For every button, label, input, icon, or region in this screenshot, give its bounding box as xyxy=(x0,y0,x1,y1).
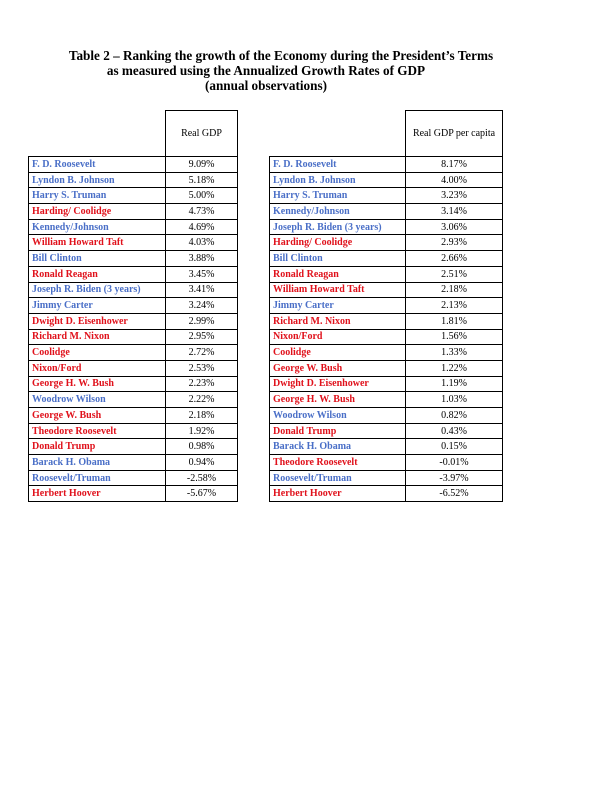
table-row xyxy=(270,219,503,235)
table-row xyxy=(29,408,238,424)
growth-rate-value: 3.88% xyxy=(166,251,238,267)
growth-rate-value: 2.18% xyxy=(166,408,238,424)
table-row xyxy=(29,251,238,267)
president-name: F. D. Roosevelt xyxy=(270,157,406,173)
president-name: Kennedy/Johnson xyxy=(29,219,166,235)
table-row xyxy=(270,392,503,408)
table-row xyxy=(270,157,503,173)
president-name: Kennedy/Johnson xyxy=(270,204,406,220)
president-name: Harry S. Truman xyxy=(270,188,406,204)
table-row xyxy=(270,345,503,361)
growth-rate-value: 9.09% xyxy=(166,157,238,173)
president-name: F. D. Roosevelt xyxy=(29,157,166,173)
table-row xyxy=(29,360,238,376)
real-gdp-table xyxy=(28,110,238,502)
header-row xyxy=(270,111,503,157)
table-row xyxy=(29,266,238,282)
president-name: Woodrow Wilson xyxy=(270,408,406,424)
president-name: Harding/ Coolidge xyxy=(270,235,406,251)
growth-rate-value: 4.03% xyxy=(166,235,238,251)
growth-rate-value: 5.00% xyxy=(166,188,238,204)
president-name: Barack H. Obama xyxy=(29,455,166,471)
president-name: Donald Trump xyxy=(29,439,166,455)
president-name: Donald Trump xyxy=(270,423,406,439)
column-header-real-gdp-per-capita: Real GDP per capita xyxy=(406,111,503,157)
growth-rate-value: 3.23% xyxy=(406,188,503,204)
header-row xyxy=(29,111,238,157)
growth-rate-value: 2.72% xyxy=(166,345,238,361)
president-name: Jimmy Carter xyxy=(29,298,166,314)
president-name: Coolidge xyxy=(270,345,406,361)
growth-rate-value: -6.52% xyxy=(406,486,503,502)
president-name: Herbert Hoover xyxy=(29,486,166,502)
table-row xyxy=(270,204,503,220)
table-row xyxy=(270,235,503,251)
table-row xyxy=(29,172,238,188)
growth-rate-value: 1.81% xyxy=(406,313,503,329)
president-name: Richard M. Nixon xyxy=(29,329,166,345)
table-row xyxy=(270,266,503,282)
growth-rate-value: 2.13% xyxy=(406,298,503,314)
growth-rate-value: 1.92% xyxy=(166,423,238,439)
president-name: Richard M. Nixon xyxy=(270,313,406,329)
president-name: Woodrow Wilson xyxy=(29,392,166,408)
growth-rate-value: 1.22% xyxy=(406,360,503,376)
growth-rate-value: 0.15% xyxy=(406,439,503,455)
growth-rate-value: -0.01% xyxy=(406,455,503,471)
president-name: Barack H. Obama xyxy=(270,439,406,455)
growth-rate-value: 2.99% xyxy=(166,313,238,329)
president-name: Theodore Roosevelt xyxy=(29,423,166,439)
table-row xyxy=(270,313,503,329)
growth-rate-value: 2.51% xyxy=(406,266,503,282)
president-name: Herbert Hoover xyxy=(270,486,406,502)
growth-rate-value: 4.69% xyxy=(166,219,238,235)
growth-rate-value: 0.82% xyxy=(406,408,503,424)
president-name: George H. W. Bush xyxy=(29,376,166,392)
growth-rate-value: 2.23% xyxy=(166,376,238,392)
table-row xyxy=(270,470,503,486)
table-row xyxy=(29,235,238,251)
growth-rate-value: 2.93% xyxy=(406,235,503,251)
growth-rate-value: 5.18% xyxy=(166,172,238,188)
table-row xyxy=(29,376,238,392)
president-name: William Howard Taft xyxy=(270,282,406,298)
president-name: Theodore Roosevelt xyxy=(270,455,406,471)
title-line-3: (annual observations) xyxy=(204,78,327,93)
table-row xyxy=(29,423,238,439)
president-name: Roosevelt/Truman xyxy=(29,470,166,486)
growth-rate-value: 2.66% xyxy=(406,251,503,267)
table-row xyxy=(270,486,503,502)
table-row xyxy=(29,455,238,471)
table-row xyxy=(270,282,503,298)
table-row xyxy=(29,219,238,235)
president-name: Joseph R. Biden (3 years) xyxy=(270,219,406,235)
president-name: Bill Clinton xyxy=(29,251,166,267)
table-row xyxy=(270,172,503,188)
table-row xyxy=(29,345,238,361)
real-gdp-per-capita-table xyxy=(269,110,503,502)
growth-rate-value: 2.22% xyxy=(166,392,238,408)
table-row xyxy=(29,157,238,173)
growth-rate-value: 3.24% xyxy=(166,298,238,314)
growth-rate-value: 2.18% xyxy=(406,282,503,298)
table-row xyxy=(29,188,238,204)
growth-rate-value: 2.95% xyxy=(166,329,238,345)
president-name: Lyndon B. Johnson xyxy=(270,172,406,188)
table-row xyxy=(29,470,238,486)
growth-rate-value: 1.33% xyxy=(406,345,503,361)
president-name: Ronald Reagan xyxy=(29,266,166,282)
president-name: Jimmy Carter xyxy=(270,298,406,314)
growth-rate-value: 1.03% xyxy=(406,392,503,408)
president-name: Nixon/Ford xyxy=(270,329,406,345)
table-row xyxy=(29,204,238,220)
table-row xyxy=(270,251,503,267)
growth-rate-value: 0.98% xyxy=(166,439,238,455)
title-line-1: Table 2 – Ranking the growth of the Economy during the President’s Terms xyxy=(68,48,494,63)
growth-rate-value: -2.58% xyxy=(166,470,238,486)
growth-rate-value: 0.43% xyxy=(406,423,503,439)
president-name: Harry S. Truman xyxy=(29,188,166,204)
growth-rate-value: -3.97% xyxy=(406,470,503,486)
growth-rate-value: 0.94% xyxy=(166,455,238,471)
growth-rate-value: 3.06% xyxy=(406,219,503,235)
table-row xyxy=(29,486,238,502)
table-row xyxy=(270,188,503,204)
president-name: Harding/ Coolidge xyxy=(29,204,166,220)
growth-rate-value: 3.14% xyxy=(406,204,503,220)
president-name: Joseph R. Biden (3 years) xyxy=(29,282,166,298)
growth-rate-value: 1.56% xyxy=(406,329,503,345)
growth-rate-value: 4.00% xyxy=(406,172,503,188)
table-row xyxy=(29,329,238,345)
growth-rate-value: 3.45% xyxy=(166,266,238,282)
table-row xyxy=(29,313,238,329)
table-row xyxy=(270,439,503,455)
president-name: Dwight D. Eisenhower xyxy=(29,313,166,329)
growth-rate-value: 8.17% xyxy=(406,157,503,173)
header-blank-cell xyxy=(270,111,406,157)
table-row xyxy=(270,408,503,424)
table-row xyxy=(270,360,503,376)
president-name: Roosevelt/Truman xyxy=(270,470,406,486)
table-row xyxy=(270,298,503,314)
president-name: Coolidge xyxy=(29,345,166,361)
president-name: Bill Clinton xyxy=(270,251,406,267)
table-row xyxy=(29,282,238,298)
table-row xyxy=(29,298,238,314)
table-title xyxy=(0,48,612,93)
president-name: Nixon/Ford xyxy=(29,360,166,376)
president-name: George H. W. Bush xyxy=(270,392,406,408)
table-row xyxy=(270,376,503,392)
president-name: William Howard Taft xyxy=(29,235,166,251)
growth-rate-value: 1.19% xyxy=(406,376,503,392)
president-name: Lyndon B. Johnson xyxy=(29,172,166,188)
table-row xyxy=(29,439,238,455)
growth-rate-value: 2.53% xyxy=(166,360,238,376)
president-name: Ronald Reagan xyxy=(270,266,406,282)
title-line-2: as measured using the Annualized Growth Rates of GDP xyxy=(106,63,426,78)
growth-rate-value: -5.67% xyxy=(166,486,238,502)
table-row xyxy=(270,329,503,345)
growth-rate-value: 4.73% xyxy=(166,204,238,220)
table-row xyxy=(270,455,503,471)
president-name: Dwight D. Eisenhower xyxy=(270,376,406,392)
president-name: George W. Bush xyxy=(270,360,406,376)
header-blank-cell xyxy=(29,111,166,157)
president-name: George W. Bush xyxy=(29,408,166,424)
table-row xyxy=(29,392,238,408)
column-header-real-gdp: Real GDP xyxy=(166,111,238,157)
table-row xyxy=(270,423,503,439)
growth-rate-value: 3.41% xyxy=(166,282,238,298)
